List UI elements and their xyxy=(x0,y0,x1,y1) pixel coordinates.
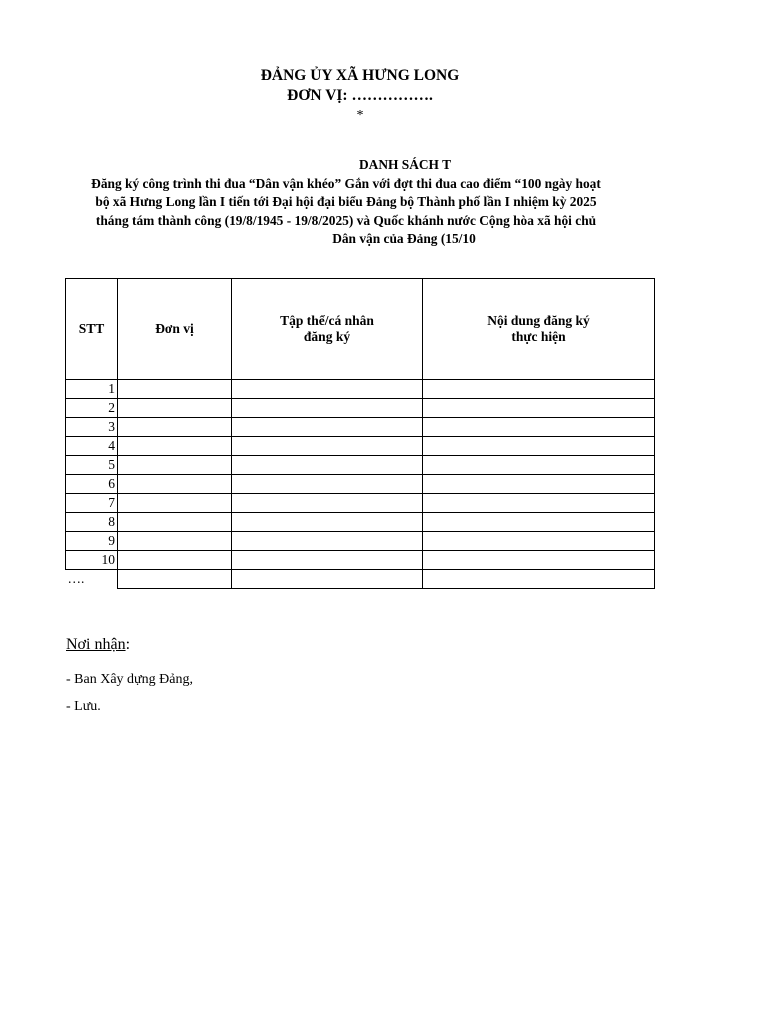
header-content-line-1: Nội dung đăng ký xyxy=(487,313,590,328)
cell-who[interactable] xyxy=(232,437,423,456)
unit-name: ĐƠN VỊ: ……………. xyxy=(287,87,433,104)
cell-content[interactable] xyxy=(423,418,655,437)
cell-who[interactable] xyxy=(232,551,423,570)
cell-unit[interactable] xyxy=(118,532,232,551)
title-area xyxy=(0,150,656,250)
table-row xyxy=(66,494,655,513)
cell-who[interactable] xyxy=(232,532,423,551)
row-number: 3 xyxy=(66,418,118,437)
cell-who[interactable] xyxy=(232,475,423,494)
cell-content[interactable] xyxy=(423,513,655,532)
header-who-line-1: Tập thể/cá nhân xyxy=(280,313,374,328)
row-number: 7 xyxy=(66,494,118,513)
organization-name: ĐẢNG ỦY XÃ HƯNG LONG xyxy=(260,67,460,84)
recipients-title xyxy=(66,636,193,654)
table-row xyxy=(66,513,655,532)
cell-who[interactable] xyxy=(232,456,423,475)
header-stt: STT xyxy=(66,279,118,380)
cell-content[interactable] xyxy=(423,551,655,570)
table-row xyxy=(66,551,655,570)
cell-content[interactable] xyxy=(423,399,655,418)
table-row xyxy=(66,399,655,418)
header-content-line-2: thực hiện xyxy=(511,329,566,344)
title-line-3: tháng tám thành công (19/8/1945 - 19/8/2025) và Quốc khánh nước Cộng hòa xã hội chủ xyxy=(95,212,597,228)
cell-unit[interactable] xyxy=(118,494,232,513)
document-header xyxy=(160,66,560,126)
cell-content[interactable] xyxy=(423,475,655,494)
cell-unit[interactable] xyxy=(118,399,232,418)
cell-unit[interactable] xyxy=(118,475,232,494)
cell-who[interactable] xyxy=(232,570,423,589)
document-title xyxy=(0,156,656,249)
header-registered-content xyxy=(423,279,655,380)
registration-table xyxy=(65,278,655,589)
header-collective-individual xyxy=(232,279,423,380)
title-line-1: Đăng ký công trình thi đua “Dân vận khéo” Gắn với đợt thi đua cao điểm “100 ngày hoạt xyxy=(91,175,601,191)
cell-unit[interactable] xyxy=(118,456,232,475)
table-row xyxy=(66,437,655,456)
table-row xyxy=(66,418,655,437)
row-number: 5 xyxy=(66,456,118,475)
recipients-section xyxy=(66,636,193,726)
cell-content[interactable] xyxy=(423,437,655,456)
recipients-title-underlined: Nơi nhận xyxy=(66,636,126,653)
row-number: 8 xyxy=(66,513,118,532)
cell-who[interactable] xyxy=(232,513,423,532)
row-number: 2 xyxy=(66,399,118,418)
cell-content[interactable] xyxy=(423,494,655,513)
title-line-2: bộ xã Hưng Long lần I tiến tới Đại hội đại biểu Đảng bộ Thành phố lần I nhiệm kỳ 2025 xyxy=(95,194,597,209)
cell-unit[interactable] xyxy=(118,418,232,437)
cell-content[interactable] xyxy=(423,456,655,475)
row-number: 9 xyxy=(66,532,118,551)
recipient-item: - Lưu. xyxy=(66,699,101,714)
header-unit: Đơn vị xyxy=(118,279,232,380)
table-row xyxy=(66,475,655,494)
table-row xyxy=(66,532,655,551)
table-row-more xyxy=(66,570,655,589)
row-number: 4 xyxy=(66,437,118,456)
recipients-title-colon: : xyxy=(125,636,131,653)
cell-content[interactable] xyxy=(423,380,655,399)
row-number: 10 xyxy=(66,551,118,570)
cell-unit[interactable] xyxy=(118,513,232,532)
table-row xyxy=(66,380,655,399)
title-line-4: Dân vận của Đảng (15/10 xyxy=(332,231,476,246)
cell-content[interactable] xyxy=(423,570,655,589)
header-star: * xyxy=(356,108,364,123)
cell-who[interactable] xyxy=(232,418,423,437)
row-number: 6 xyxy=(66,475,118,494)
row-number: 1 xyxy=(66,380,118,399)
cell-unit[interactable] xyxy=(118,570,232,589)
cell-content[interactable] xyxy=(423,532,655,551)
table-header-row xyxy=(66,279,655,380)
header-who-line-2: đăng ký xyxy=(303,329,351,344)
cell-unit[interactable] xyxy=(118,551,232,570)
cell-unit[interactable] xyxy=(118,437,232,456)
cell-who[interactable] xyxy=(232,494,423,513)
table-row xyxy=(66,456,655,475)
cell-who[interactable] xyxy=(232,380,423,399)
title-main: DANH SÁCH T xyxy=(358,157,451,172)
cell-unit[interactable] xyxy=(118,380,232,399)
cell-who[interactable] xyxy=(232,399,423,418)
more-rows-ellipsis: …. xyxy=(66,570,118,589)
recipient-item: - Ban Xây dựng Đảng, xyxy=(66,672,193,687)
